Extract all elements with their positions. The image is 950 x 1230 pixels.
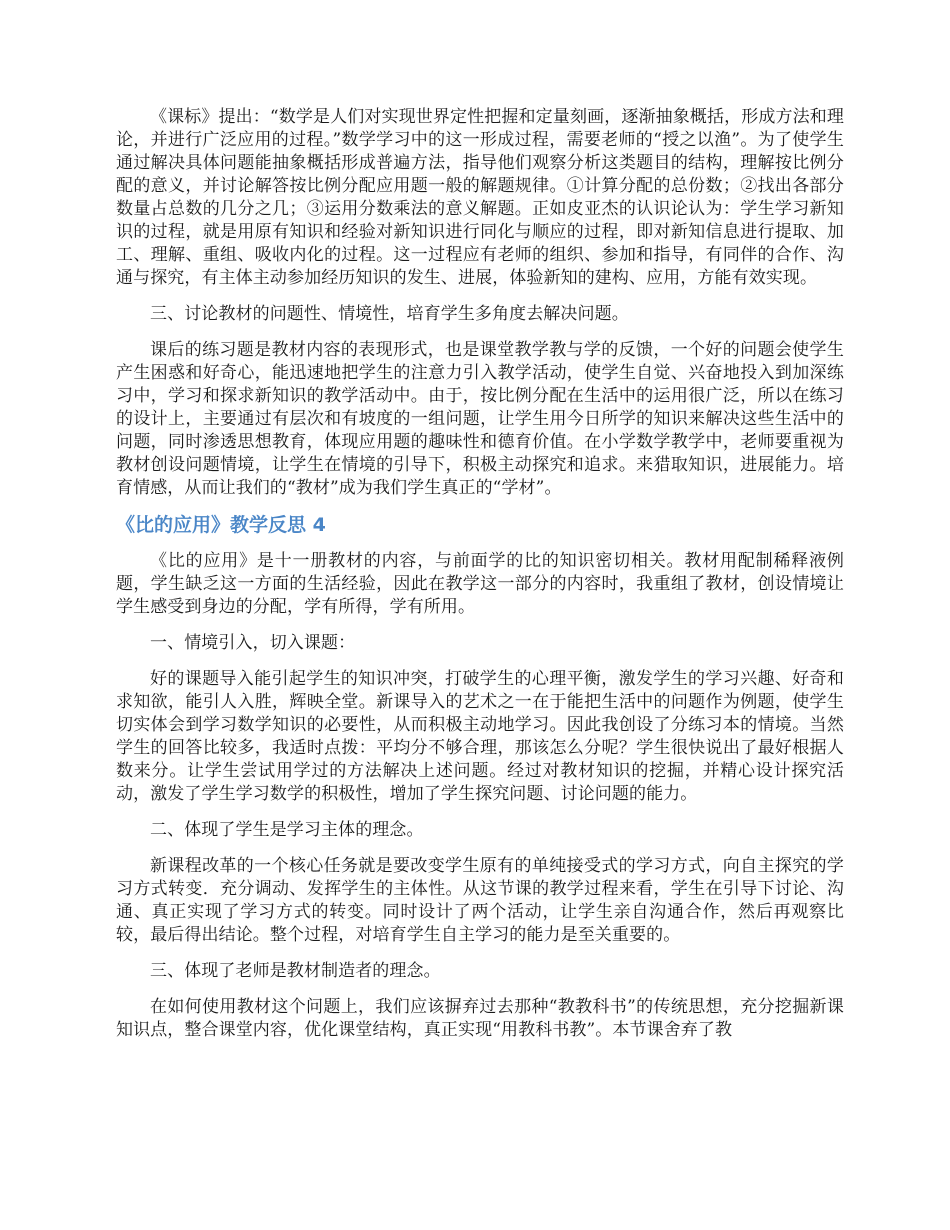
paragraph-curriculum-standard: 《课标》提出：“数学是人们对实现世界定性把握和定量刻画，逐渐抽象概括，形成方法和理论，并进行广泛应用的过程。”数学学习中的这一形成过程，需要老师的“授之以渔”。为了使学生通过解决具体问题能抽象概括形成普遍方法，指导他们观察分析这类题目的结构，理解按比例分配的意义，并讨论解答按比例分配应用题一般的解题规律。①计算分配的总份数；②找出各部分数量占总数的几分之几；③运用分数乘法的意义解题。正如皮亚杰的认识论认为：学生学习新知识的过程，就是用原有知识和经验对新知识进行同化与顺应的过程，即对新知信息进行提取、加工、理解、重组、吸收内化的过程。这一过程应有老师的组织、参加和指导，有同伴的合作、沟通与探究，有主体主动参加经历知识的发生、进展，体验新知的建构、应用，方能有效实现。 xyxy=(116,107,844,288)
section-heading-situation: 一、情境引入，切入课题： xyxy=(150,633,356,653)
section-heading-student-subject: 二、体现了学生是学习主体的理念。 xyxy=(150,820,424,840)
paragraph-exercises: 课后的练习题是教材内容的表现形式，也是课堂教学教与学的反馈，一个好的问题会使学生产生困惑和好奇心，能迅速地把学生的注意力引入教学活动，使学生自觉、兴奋地投入到加深练习中，学习和探求新知识的教学活动中。由于，按比例分配在生活中的运用很广泛，所以在练习的设计上，主要通过有层次和有坡度的一组问题，让学生用今日所学的知识来解决这些生活中的问题，同时渗透思想教育，体现应用题的趣味性和德育价值。在小学数学教学中，老师要重视为教材创设问题情境，让学生在情境的引导下，积极主动探究和追求。来猎取知识，进展能力。培育情感，从而让我们的“教材”成为我们学生真正的“学材”。 xyxy=(116,340,844,498)
paragraph-topic-introduction: 好的课题导入能引起学生的知识冲突，打破学生的心理平衡，激发学生的学习兴趣、好奇和求知欲，能引人入胜，辉映全堂。新课导入的艺术之一在于能把生活中的问题作为例题，使学生切实体会到学习数学知识的必要性，从而积极主动地学习。因此我创设了分练习本的情境。当然学生的回答比较多，我适时点拨：平均分不够合理，那该怎么分呢？学生很快说出了最好根据人数来分。让学生尝试用学过的方法解决上述问题。经过对教材知识的挖掘，并精心设计探究活动，激发了学生学习数学的积极性，增加了学生探究问题、讨论问题的能力。 xyxy=(116,669,844,804)
section-heading-problem-context: 三、讨论教材的问题性、情境性，培育学生多角度去解决问题。 xyxy=(150,304,629,324)
paragraph-intro: 《比的应用》是十一册教材的内容，与前面学的比的知识密切相关。教材用配制稀释液例题，学生缺乏这一方面的生活经验，因此在教学这一部分的内容时，我重组了教材，创设情境让学生感受到身边的分配，学有所得，学有所用。 xyxy=(116,551,844,617)
section-heading-teacher-creator: 三、体现了老师是教材制造者的理念。 xyxy=(150,961,441,981)
document-page xyxy=(116,106,844,1042)
article-heading: 《比的应用》教学反思 4 xyxy=(116,514,326,536)
paragraph-textbook-use: 在如何使用教材这个问题上，我们应该摒弃过去那种“教教科书”的传统思想，充分挖掘新课知识点，整合课堂内容，优化课堂结构，真正实现“用教科书教”。本节课舍弃了教 xyxy=(116,997,844,1040)
paragraph-curriculum-reform: 新课程改革的一个核心任务就是要改变学生原有的单纯接受式的学习方式，向自主探究的学习方式转变．充分调动、发挥学生的主体性。从这节课的教学过程来看，学生在引导下讨论、沟通、真正实现了学习方式的转变。同时设计了两个活动，让学生亲自沟通合作，然后再观察比较，最后得出结论。整个过程，对培育学生自主学习的能力是至关重要的。 xyxy=(116,856,844,945)
